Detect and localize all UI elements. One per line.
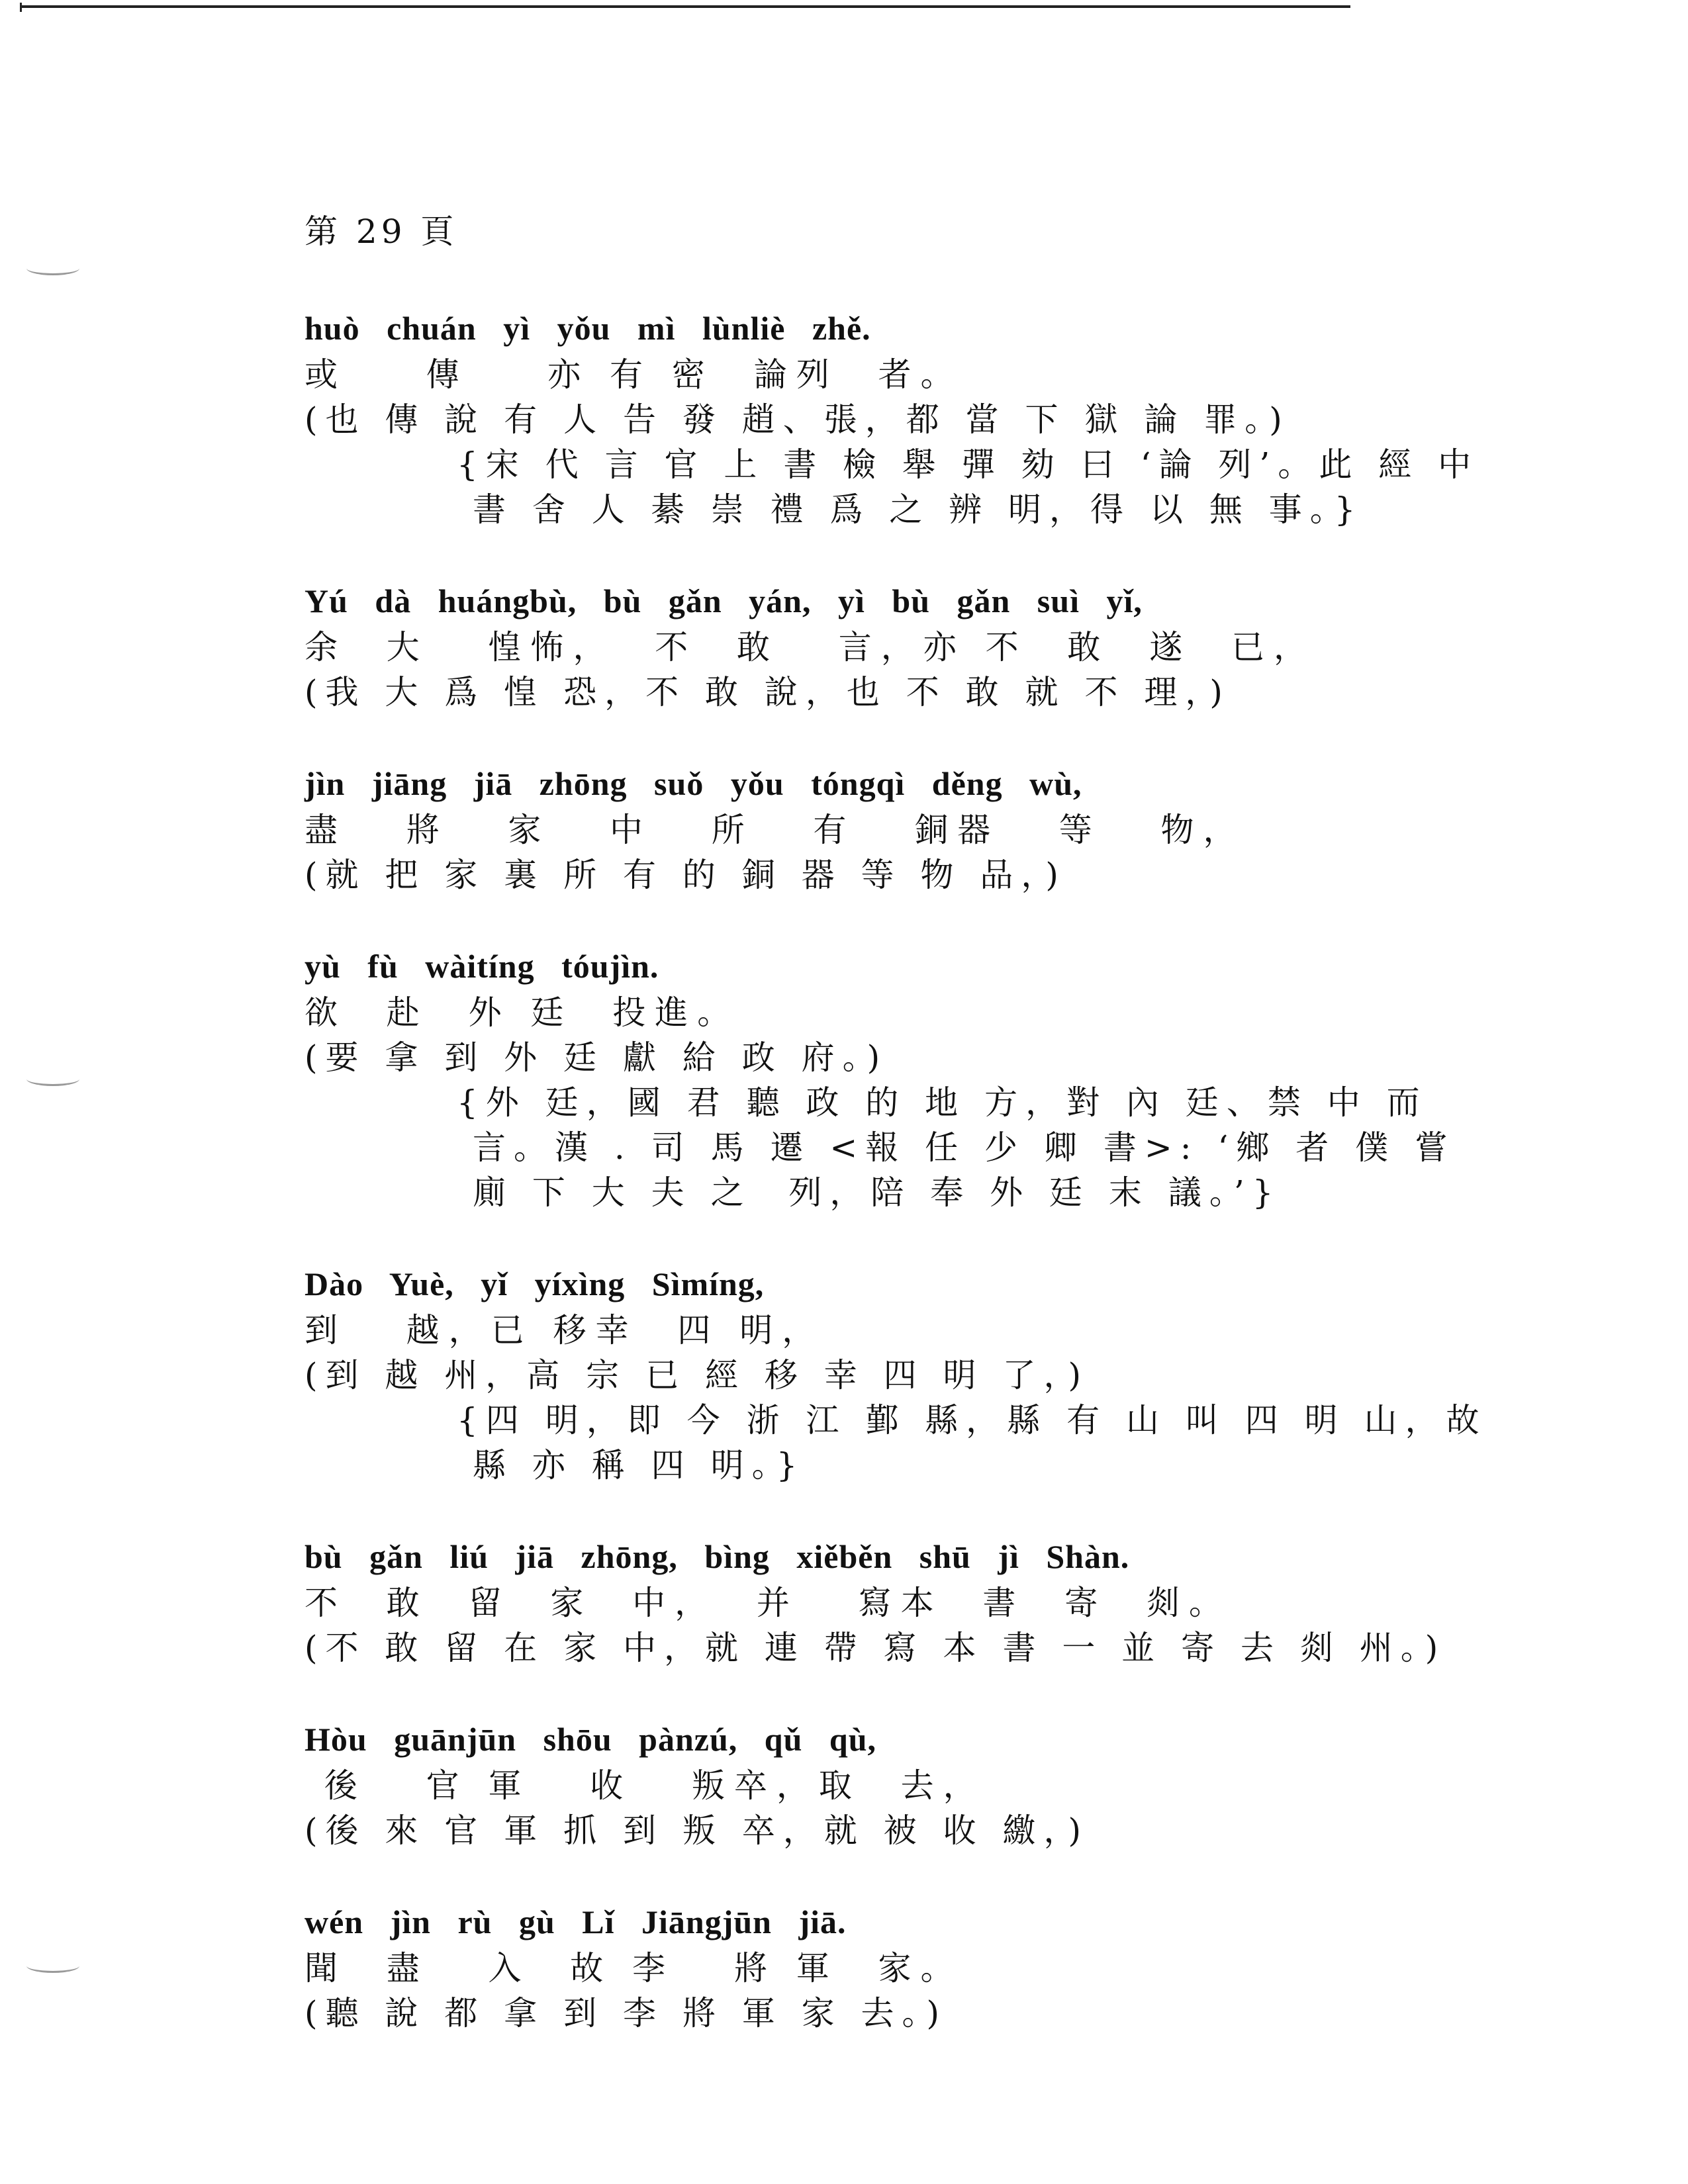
scan-edge-left xyxy=(20,3,22,12)
translation-line: (後 來 官 軍 抓 到 叛 卒，就 被 收 繳，) xyxy=(305,1811,1089,1850)
hanzi-line: 聞 盡 入 故 李 將 軍 家。 xyxy=(305,1949,963,1987)
entry-block xyxy=(305,1898,1430,2036)
scan-edge-top xyxy=(20,5,1350,8)
document-page xyxy=(305,205,1487,2081)
hanzi-line: 余 大 惶怖， 不 敢 言，亦 不 敢 遂 已， xyxy=(305,628,1316,666)
entry-block xyxy=(305,760,1430,897)
translation-line: (就 把 家 裏 所 有 的 銅 器 等 物 品，) xyxy=(305,856,1066,894)
annotation-line: {四 明，即 今 浙 江 鄞 縣，縣 有 山 叫 四 明 山，故 xyxy=(457,1401,1487,1439)
punch-hole-mark xyxy=(26,261,79,275)
annotation-line: 廁 下 大 夫 之 列，陪 奉 外 廷 末 議。’} xyxy=(473,1173,1282,1212)
entry-block xyxy=(305,1715,1430,1853)
hanzi-line: 欲 赴 外 廷 投進。 xyxy=(305,993,740,1032)
entry-block xyxy=(305,304,1479,532)
pinyin-line: wén jìn rù gù Lǐ Jiāngjūn jiā. xyxy=(305,1903,847,1940)
translation-line: (也 傳 說 有 人 告 發 趙、張，都 當 下 獄 論 罪。) xyxy=(305,400,1290,439)
entry-block xyxy=(305,577,1430,715)
annotation-line: {宋 代 言 官 上 書 檢 舉 彈 劾 曰 ‘論 列’。此 經 中 xyxy=(457,445,1479,484)
hanzi-line: 盡 將 家 中 所 有 銅器 等 物， xyxy=(305,811,1246,849)
translation-line: (要 拿 到 外 廷 獻 給 政 府。) xyxy=(305,1038,888,1077)
entry-block xyxy=(305,942,1456,1215)
translation-line: (我 大 爲 惶 恐，不 敢 說，也 不 敢 就 不 理，) xyxy=(305,673,1231,711)
hanzi-line: 後 官 軍 收 叛卒，取 去， xyxy=(305,1766,986,1805)
translation-line: (不 敢 留 在 家 中，就 連 帶 寫 本 書 一 並 寄 去 剡 州。) xyxy=(305,1629,1446,1667)
pinyin-line: huò chuán yì yǒu mì lùnliè zhě. xyxy=(305,310,871,347)
annotation-line: {外 廷，國 君 聽 政 的 地 方，對 內 廷、禁 中 而 xyxy=(457,1083,1428,1122)
pinyin-line: bù gǎn liú jiā zhōng, bìng xiěběn shū jì Shàn. xyxy=(305,1538,1130,1575)
pinyin-line: Dào Yuè, yǐ yíxìng Sìmíng, xyxy=(305,1265,765,1302)
pinyin-line: Hòu guānjūn shōu pànzú, qǔ qù, xyxy=(305,1721,876,1758)
entry-block xyxy=(305,1533,1446,1670)
annotation-line: 縣 亦 稱 四 明。} xyxy=(473,1446,806,1484)
hanzi-line: 或 傳 亦 有 密 論列 者。 xyxy=(305,355,963,394)
pinyin-line: yù fù wàitíng tóujìn. xyxy=(305,948,659,985)
translation-line: (到 越 州，高 宗 已 經 移 幸 四 明 了，) xyxy=(305,1356,1089,1394)
pinyin-line: jìn jiāng jiā zhōng suǒ yǒu tóngqì děng wù, xyxy=(305,765,1082,802)
translation-line: (聽 說 都 拿 到 李 將 軍 家 去。) xyxy=(305,1994,948,2032)
entry-list xyxy=(305,304,1487,2036)
annotation-line: 言。漢 . 司 馬 遷 <報 任 少 卿 書>: ‘鄉 者 僕 嘗 xyxy=(473,1128,1456,1167)
punch-hole-mark xyxy=(26,1072,79,1086)
pinyin-line: Yú dà huángbù, bù gǎn yán, yì bù gǎn suì yǐ, xyxy=(305,582,1143,619)
annotation-line: 書 舍 人 綦 崇 禮 爲 之 辨 明，得 以 無 事。} xyxy=(473,490,1364,529)
punch-hole-mark xyxy=(26,1959,79,1973)
hanzi-line: 到 越，已 移幸 四 明， xyxy=(305,1311,825,1349)
hanzi-line: 不 敢 留 家 中， 并 寫本 書 寄 剡。 xyxy=(305,1584,1231,1622)
entry-block xyxy=(305,1260,1487,1488)
page-number: 第 29 頁 xyxy=(305,212,458,251)
